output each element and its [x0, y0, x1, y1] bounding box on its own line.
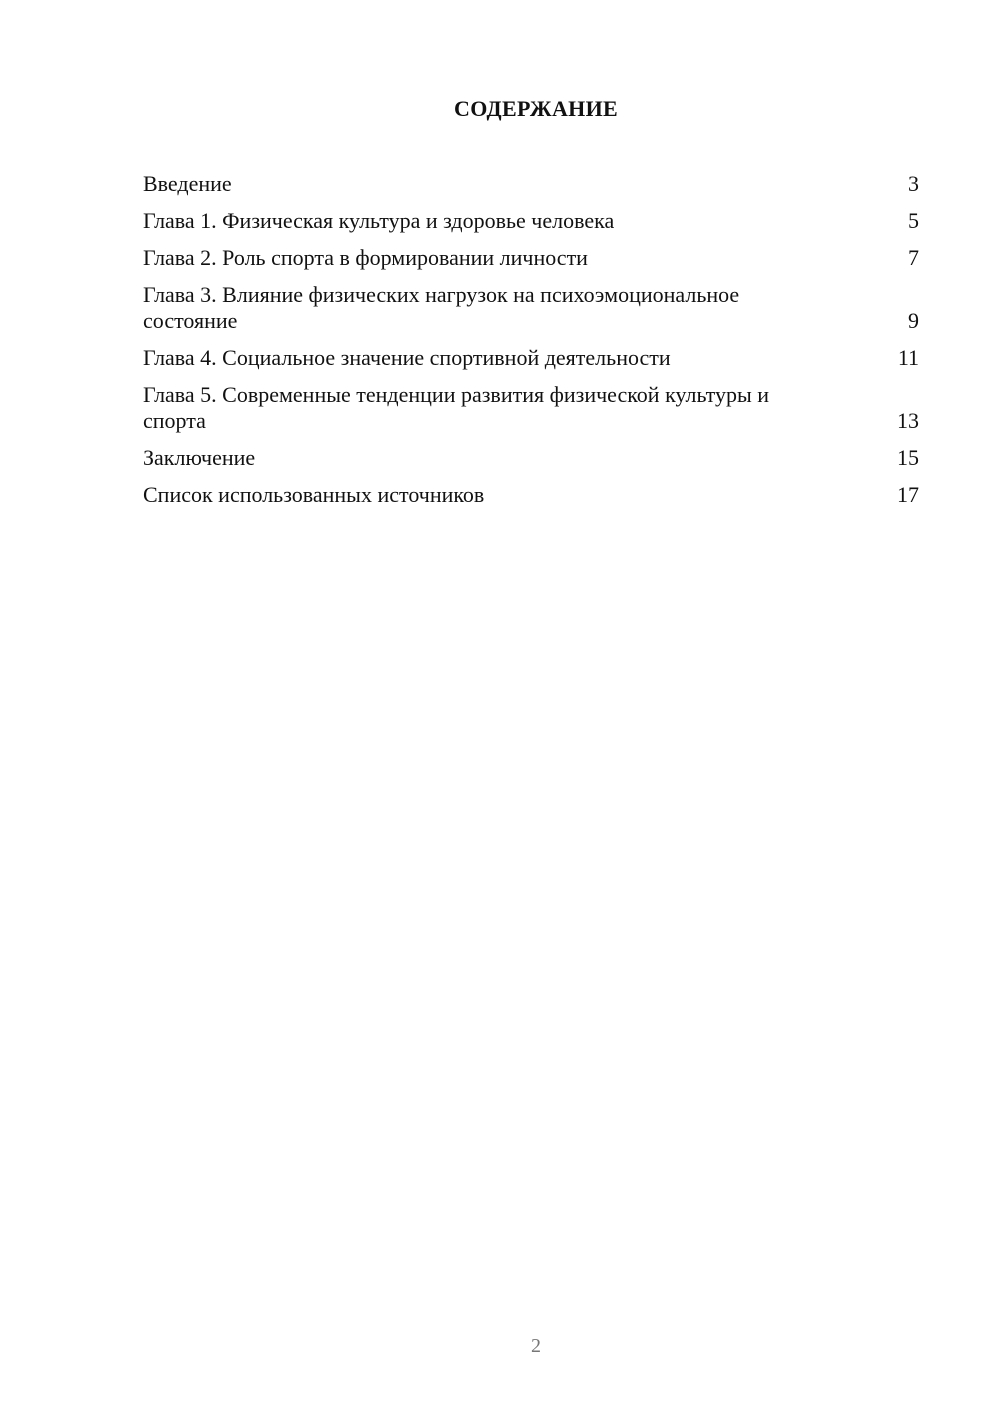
toc-entry-page: 7	[908, 245, 919, 270]
toc-entry-chapter-4	[143, 345, 919, 371]
page-number: 2	[531, 1335, 541, 1357]
toc-entry-text: Глава 3. Влияние физических нагрузок на психоэмоциональное состояние	[143, 282, 740, 333]
toc-entry-text: Глава 5. Современные тенденции развития физической культуры и спорта	[143, 382, 770, 433]
table-of-contents	[143, 171, 919, 519]
toc-entry-page: 5	[908, 208, 919, 233]
toc-entry-references	[143, 482, 919, 508]
toc-entry-page: 9	[908, 308, 919, 333]
toc-entry-chapter-5	[143, 382, 919, 434]
toc-entry-page: 15	[897, 445, 919, 470]
toc-entry-text: Глава 1. Физическая культура и здоровье человека	[143, 208, 615, 233]
toc-entry-page: 3	[908, 171, 919, 196]
toc-entry-chapter-2	[143, 245, 919, 271]
toc-entry-page: 17	[897, 482, 919, 507]
toc-entry-page: 11	[897, 345, 919, 370]
toc-entry-conclusion	[143, 445, 919, 471]
toc-entry-chapter-1	[143, 208, 919, 234]
toc-entry-text: Глава 2. Роль спорта в формировании личности	[143, 245, 588, 270]
toc-entry-page: 13	[897, 408, 919, 433]
toc-entry-chapter-3	[143, 282, 919, 334]
toc-entry-text: Введение	[143, 171, 232, 196]
toc-entry-text: Глава 4. Социальное значение спортивной деятельности	[143, 345, 671, 370]
toc-entry-introduction	[143, 171, 919, 197]
toc-entry-text: Заключение	[143, 445, 256, 470]
toc-entry-text: Список использованных источников	[143, 482, 485, 507]
toc-title: СОДЕРЖАНИЕ	[454, 96, 618, 121]
